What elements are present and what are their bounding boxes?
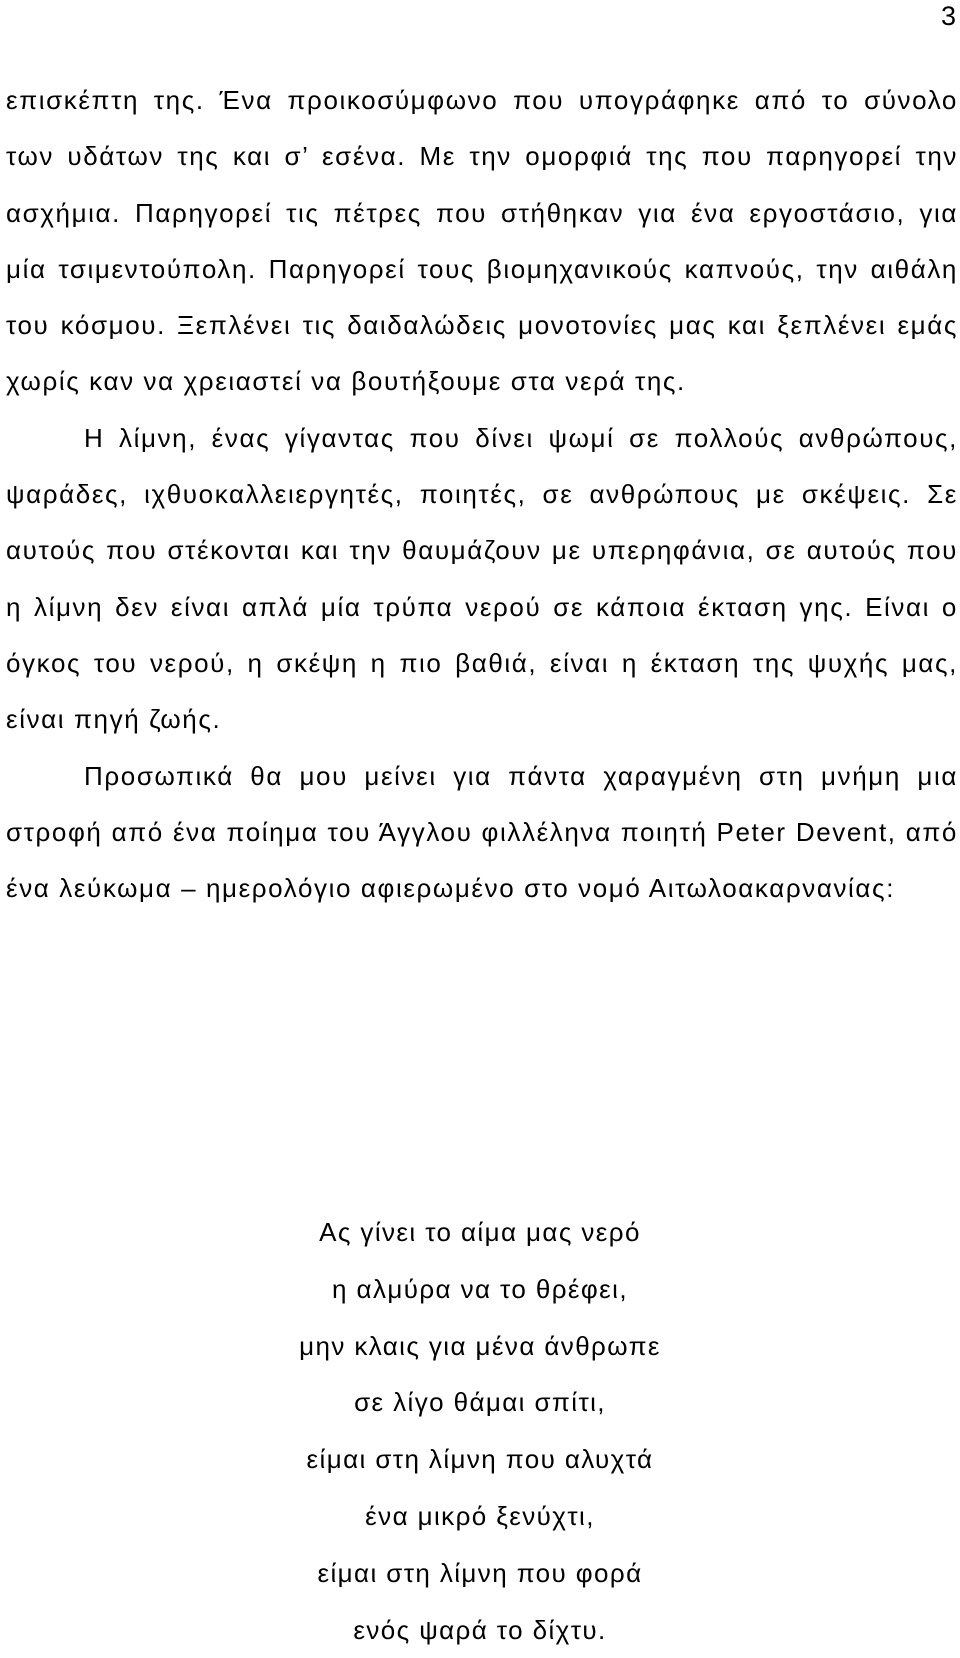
- poem-line-1: Ας γίνει το αίμα μας νερό: [319, 1217, 641, 1247]
- poem-line-8: ενός ψαρά το δίχτυ.: [353, 1614, 607, 1645]
- paragraph-2: Η λίμνη, ένας γίγαντας που δίνει ψωμί σε πολλούς ανθρώπους, ψαράδες, ιχθυοκαλλειεργητές, ποιητές, σε ανθρώπους με σκέψεις. Σε αυτούς που στέκονται και την θαυμάζουν με υπερηφάνια, σε αυτούς που η λίμνη δεν είναι απλά μία τρύπα νερού σε κάποια έκταση γης. Είναι ο όγκος του νερού, η σκέψη η πιο βαθιά, είναι η έκταση της ψυχής μας, είναι πηγή ζωής.: [6, 422, 958, 735]
- poem-line-4: σε λίγο θάμαι σπίτι,: [354, 1387, 606, 1418]
- poem-line-7: είμαι στη λίμνη που φορά: [317, 1557, 643, 1588]
- poem-line-5: είμαι στη λίμνη που αλυχτά: [306, 1444, 654, 1475]
- document-body: [6, 72, 958, 916]
- page-number: 3: [940, 1, 956, 31]
- poem-stanza: [0, 1204, 960, 1658]
- poem-line-3: μην κλαις για μένα άνθρωπε: [299, 1330, 661, 1361]
- paragraph-3: Προσωπικά θα μου μείνει για πάντα χαραγμένη στη μνήμη μια στροφή από ένα ποίημα του Άγγλου φιλλέληνα ποιητή Peter Devent, από ένα λεύκωμα – ημερολόγιο αφιερωμένο στο νομό Αιτωλοακαρνανίας:: [6, 760, 958, 904]
- poem-line-6: ένα μικρό ξενύχτι,: [365, 1500, 595, 1531]
- poem-line-2: η αλμύρα να το θρέφει,: [332, 1273, 628, 1304]
- paragraph-1: επισκέπτη της. Ένα προικοσύμφωνο που υπογράφηκε από το σύνολο των υδάτων της και σ’ εσένα. Με την ομορφιά της που παρηγορεί την ασχήμια. Παρηγορεί τις πέτρες που στήθηκαν για ένα εργοστάσιο, για μία τσιμεντούπολη. Παρηγορεί τους βιομηχανικούς καπνούς, την αιθάλη του κόσμου. Ξεπλένει τις δαιδαλώδεις μονοτονίες μας και ξεπλένει εμάς χωρίς καν να χρειαστεί να βουτήξουμε στα νερά της.: [6, 85, 958, 397]
